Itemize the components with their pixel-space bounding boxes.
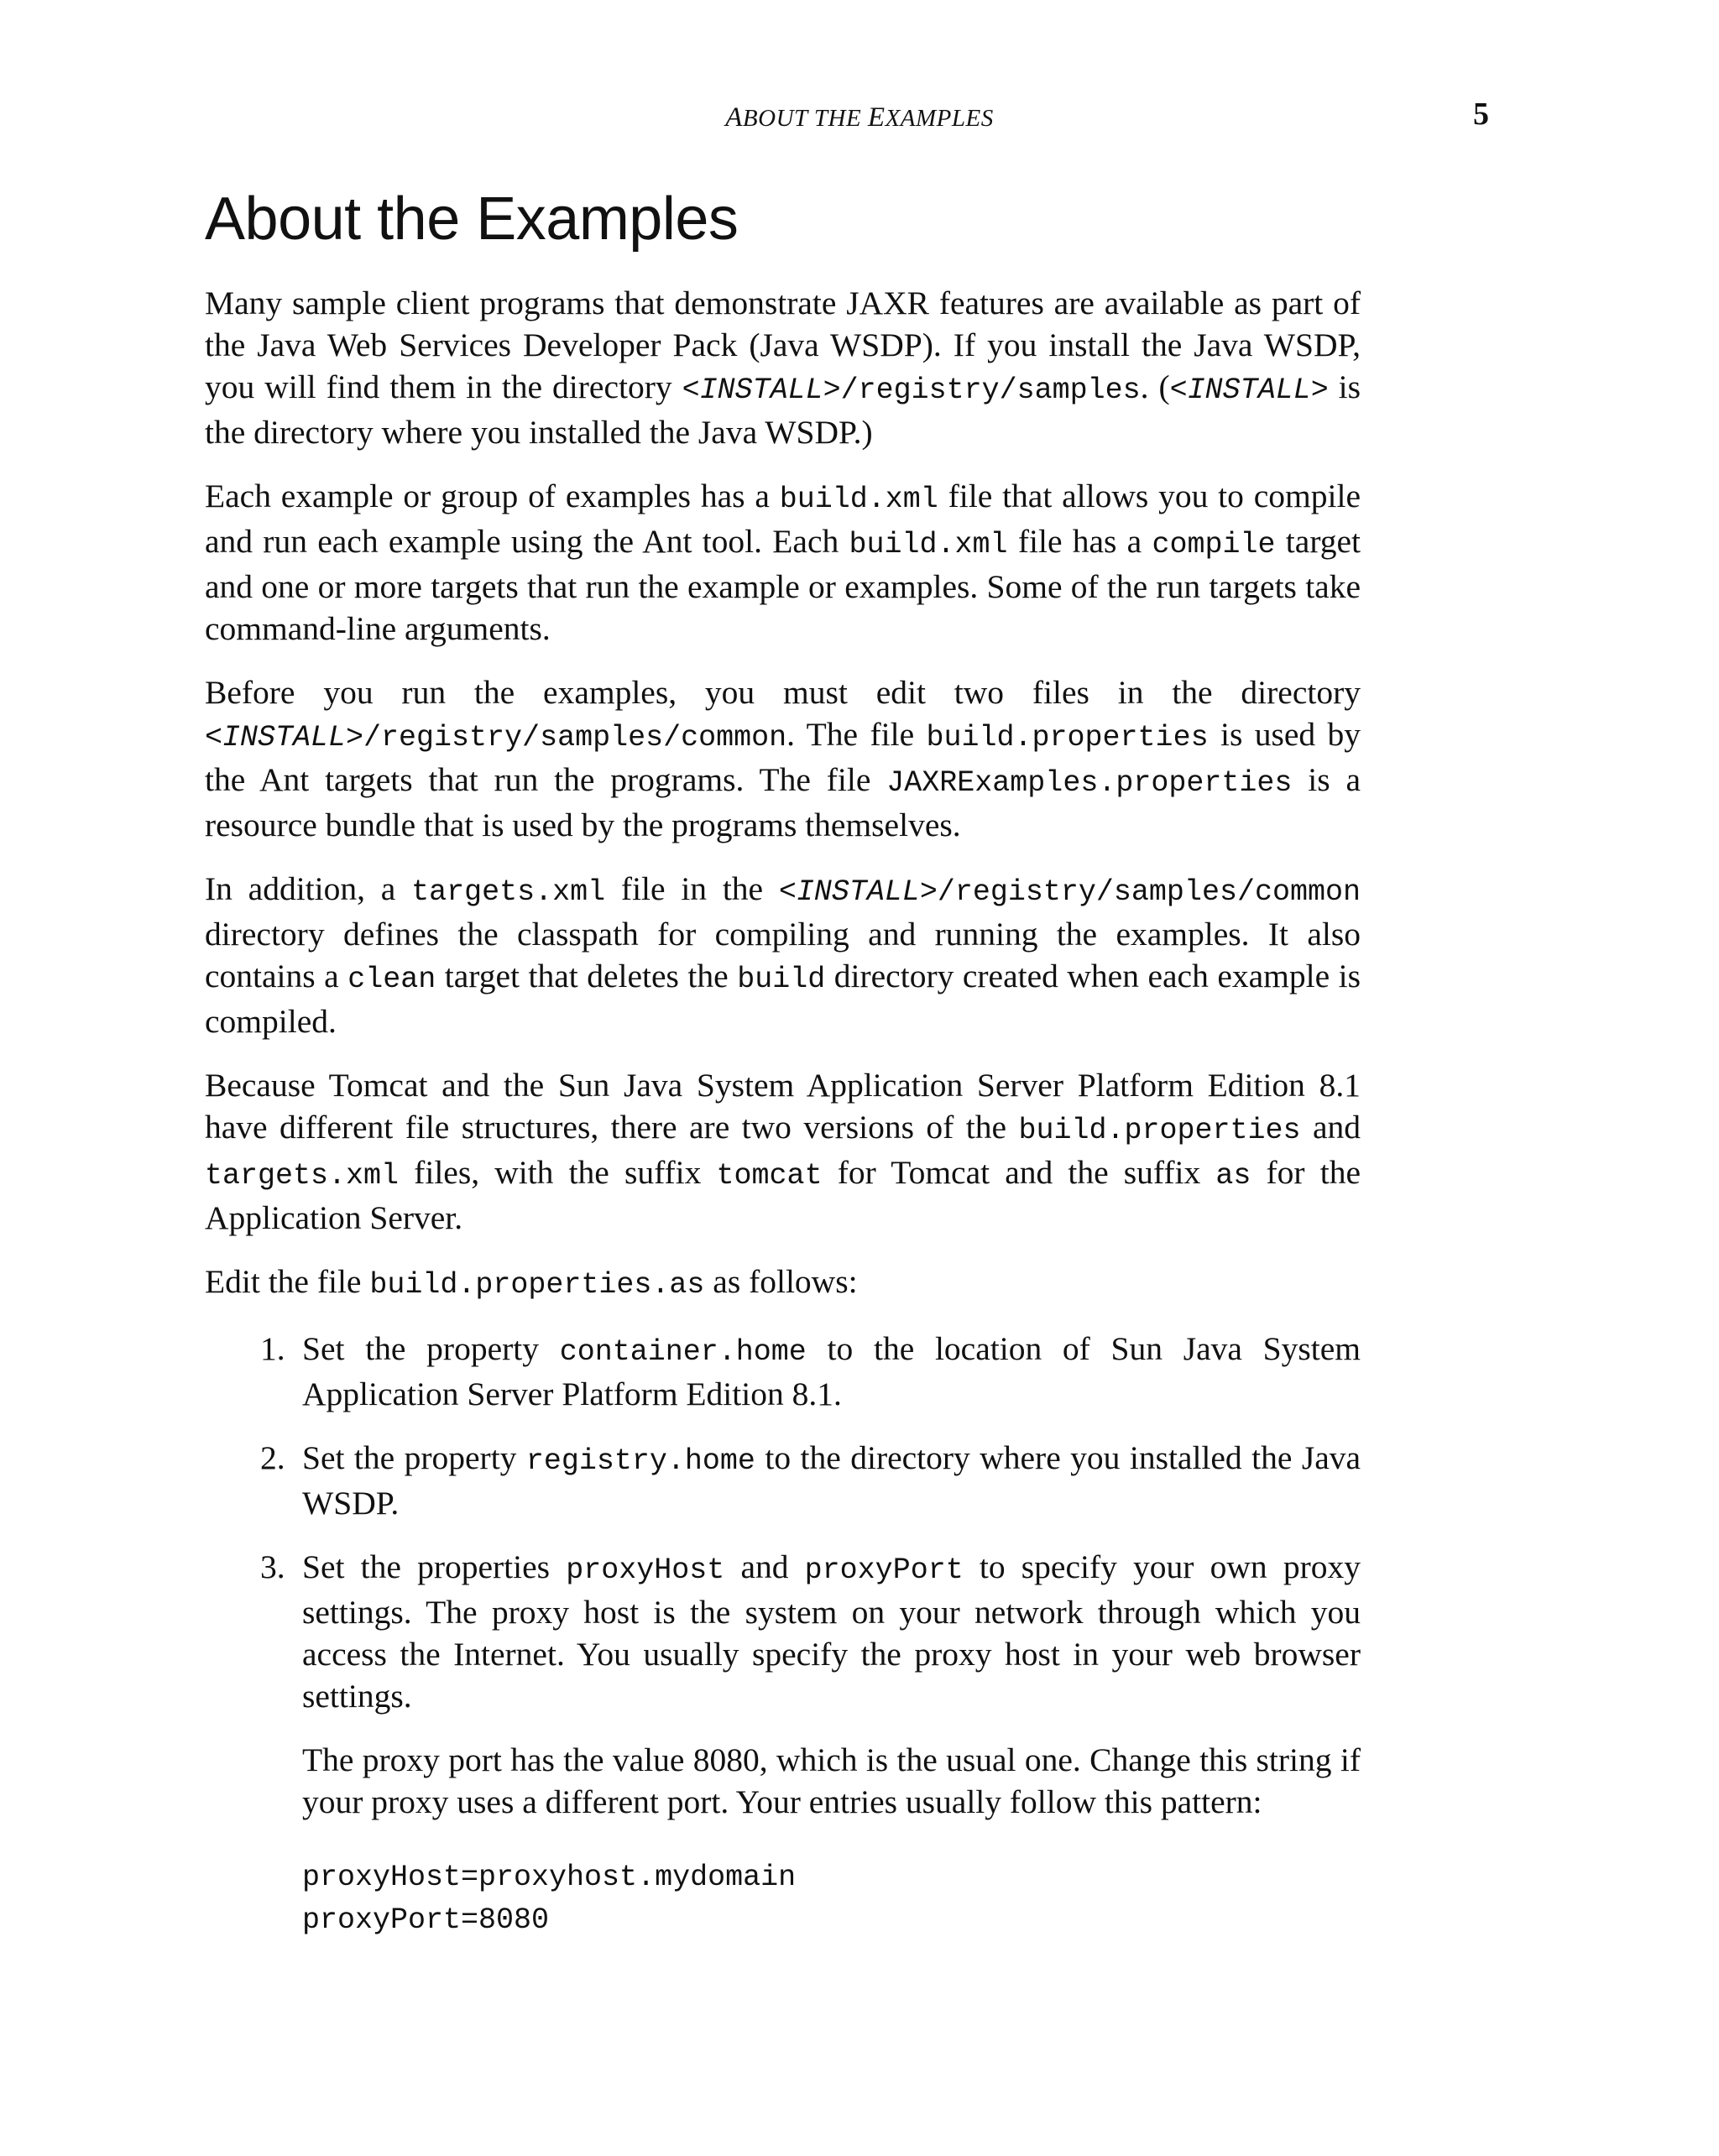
text-run: Set the property (302, 1439, 526, 1476)
code-filename: JAXRExamples.properties (886, 766, 1293, 800)
paragraph-intro (205, 282, 1361, 453)
text-run: Many sample client programs that demonstrate JAXR features are available as part of the Java Web Services Developer Pack (Java WSDP). If you install the Java WSDP, you will find them in the directory (205, 285, 1361, 405)
text-run: is used by the Ant targets that run the programs. The file (205, 716, 1361, 798)
code-filename: build.properties (926, 721, 1209, 754)
text-run: for the Application Server. (205, 1154, 1361, 1236)
code-filename: targets.xml (411, 875, 606, 909)
text-run: is the directory where you installed the Java WSDP.) (205, 368, 1361, 451)
code-filename: build.properties (1018, 1114, 1301, 1147)
text-run: . The file (786, 716, 927, 753)
text-run: target and one or more targets that run the example or examples. Some of the run targets take command-line arguments. (205, 523, 1361, 647)
text-run: Edit the file (205, 1263, 370, 1300)
text-run: and (1300, 1109, 1361, 1146)
paragraph-targets-xml (205, 868, 1361, 1042)
running-header-cap: E (867, 102, 886, 133)
code-placeholder: <INSTALL> (1169, 373, 1329, 407)
paragraph-build-xml (205, 475, 1361, 650)
code-property: registry.home (525, 1444, 755, 1478)
code-dirname: build (737, 963, 826, 996)
list-item (205, 1546, 1361, 1942)
code-suffix: tomcat (716, 1159, 823, 1193)
text-run: files, with the suffix (399, 1154, 717, 1191)
code-property: proxyHost (566, 1553, 725, 1587)
code-target: clean (347, 963, 436, 996)
text-run: as follows: (704, 1263, 858, 1300)
text-run: directory created when each example is compiled. (205, 958, 1361, 1040)
text-run: target that deletes the (436, 958, 738, 994)
list-number: 3. (260, 1548, 285, 1585)
text-run: file that allows you to compile and run each example using the Ant tool. Each (205, 478, 1361, 560)
code-filename: build.xml (849, 528, 1008, 561)
code-line: proxyPort=8080 (302, 1903, 550, 1937)
code-placeholder: <INSTALL> (682, 373, 841, 407)
code-block (302, 1845, 1361, 1942)
text-run: Because Tomcat and the Sun Java System Application Server Platform Edition 8.1 have different file structures, there are two versions of the (205, 1067, 1361, 1146)
code-path: /registry/samples/common (937, 875, 1361, 909)
text-run: file in the (605, 870, 779, 907)
page-number: 5 (1473, 97, 1489, 132)
running-header-cap: A (725, 102, 743, 133)
code-property: proxyPort (804, 1553, 964, 1587)
text-run: Set the properties (302, 1548, 567, 1585)
text-run: directory defines the classpath for compiling and running the examples. It also contains a (205, 916, 1361, 994)
text-run: to the directory where you installed the Java WSDP. (302, 1439, 1361, 1522)
text-run: Before you run the examples, you must edit two files in the directory (205, 674, 1361, 711)
running-header-text: BOUT THE (742, 105, 868, 132)
code-filename: build.xml (779, 483, 938, 516)
code-filename: targets.xml (205, 1159, 400, 1193)
step-text (302, 1328, 1361, 1415)
step-text (302, 1437, 1361, 1524)
list-item (205, 1328, 1361, 1415)
code-path: /registry/samples (840, 373, 1141, 407)
paragraph-edit-files (205, 671, 1361, 846)
code-placeholder: <INSTALL> (778, 875, 938, 909)
code-suffix: as (1215, 1159, 1251, 1193)
text-run: is a resource bundle that is used by the programs themselves. (205, 761, 1361, 843)
text-run: Each example or group of examples has a (205, 478, 780, 514)
text-run: Set the property (302, 1330, 560, 1367)
text-run: to the location of Sun Java System Application Server Platform Edition 8.1. (302, 1330, 1361, 1412)
code-filename: build.properties.as (369, 1268, 705, 1302)
section-title: About the Examples (205, 185, 739, 253)
list-item (205, 1437, 1361, 1524)
paragraph-tomcat-vs-as (205, 1064, 1361, 1239)
list-number: 1. (260, 1330, 285, 1367)
text-run: to specify your own proxy settings. The proxy host is the system on your network through which you access the Internet. You usually specify the proxy host in your web browser settings. (302, 1548, 1361, 1715)
text-run: file has a (1007, 523, 1152, 560)
list-number: 2. (260, 1439, 285, 1476)
body-text (205, 282, 1361, 1954)
code-target: compile (1152, 528, 1276, 561)
step-text-continued: The proxy port has the value 8080, which is the usual one. Change this string if your proxy uses a different port. Your entries usually follow this pattern: (302, 1741, 1361, 1820)
step-text (302, 1546, 1361, 1717)
code-line: proxyHost=proxyhost.mydomain (302, 1861, 797, 1894)
code-path: /registry/samples/common (363, 721, 787, 754)
text-run: . ( (1140, 368, 1170, 405)
text-run: In addition, a (205, 870, 412, 907)
paragraph-edit-instructions (205, 1261, 1361, 1306)
text-run: for Tomcat and the suffix (822, 1154, 1216, 1191)
running-header (0, 102, 1719, 133)
text-run: and (724, 1548, 805, 1585)
running-header-text: XAMPLES (885, 105, 994, 132)
code-property: container.home (559, 1335, 807, 1369)
steps-list (205, 1328, 1361, 1942)
code-placeholder: <INSTALL> (205, 721, 364, 754)
